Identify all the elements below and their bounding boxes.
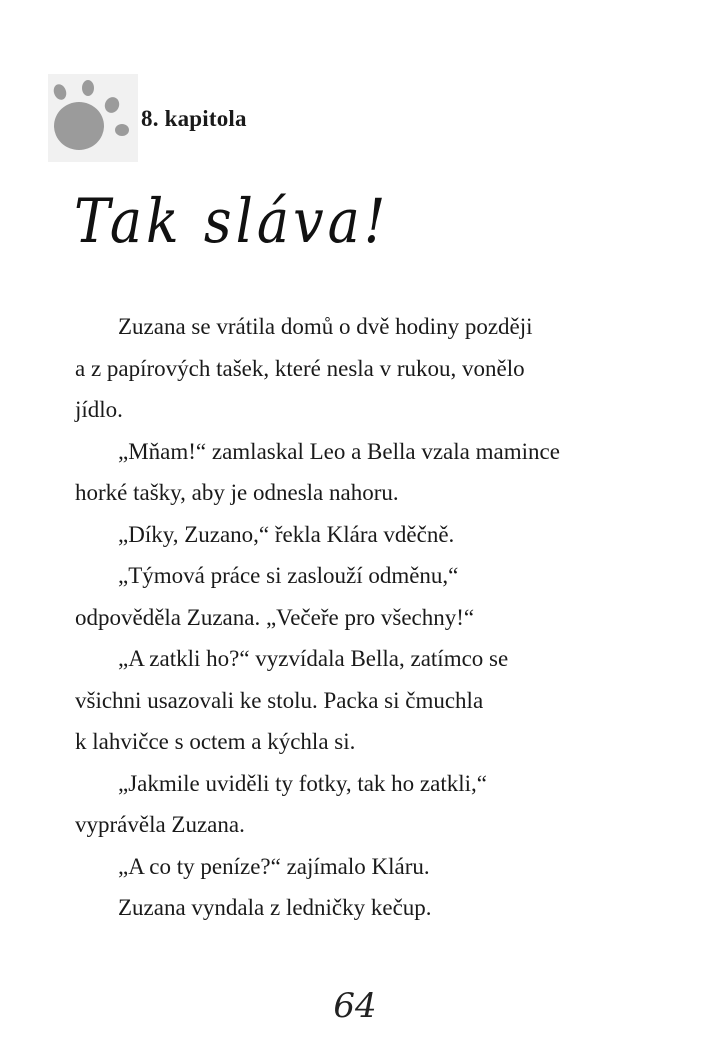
- body-text: [75, 306, 665, 929]
- page-number: 64: [333, 986, 377, 1026]
- paragraph-line: „A zatkli ho?“ vyzvídala Bella, zatímco se: [118, 646, 509, 671]
- paragraph-line: vyprávěla Zuzana.: [75, 812, 245, 837]
- paragraph-line: „Mňam!“ zamlaskal Leo a Bella vzala mamince: [118, 438, 560, 464]
- paragraph-line: k lahvičce s octem a kýchla si.: [75, 729, 356, 754]
- paragraph-line: „Jakmile uviděli ty fotky, tak ho zatkli,“: [118, 770, 487, 796]
- chapter-label: 8. kapitola: [141, 106, 247, 131]
- paragraph-line: a z papírových tašek, které nesla v rukou, vonělo: [75, 355, 525, 381]
- paragraph-line: „Díky, Zuzano,“ řekla Klára vděčně.: [118, 521, 455, 547]
- paragraph-line: horké tašky, aby je odnesla nahoru.: [75, 480, 399, 505]
- paragraph-line: Zuzana vyndala z ledničky kečup.: [118, 895, 432, 920]
- chapter-title: Tak sláva!: [74, 186, 390, 257]
- paragraph-line: odpověděla Zuzana. „Večeře pro všechny!“: [75, 604, 475, 630]
- paragraph-line: „Týmová práce si zaslouží odměnu,“: [118, 563, 459, 588]
- paw-print-icon: [48, 74, 138, 162]
- paragraph-line: všichni usazovali ke stolu. Packa si čmuchla: [75, 687, 484, 713]
- chapter-badge: [48, 74, 138, 162]
- paragraph-line: „A co ty peníze?“ zajímalo Kláru.: [118, 853, 430, 879]
- paragraph-line: Zuzana se vrátila domů o dvě hodiny později: [118, 314, 533, 339]
- paragraph-line: jídlo.: [75, 397, 123, 422]
